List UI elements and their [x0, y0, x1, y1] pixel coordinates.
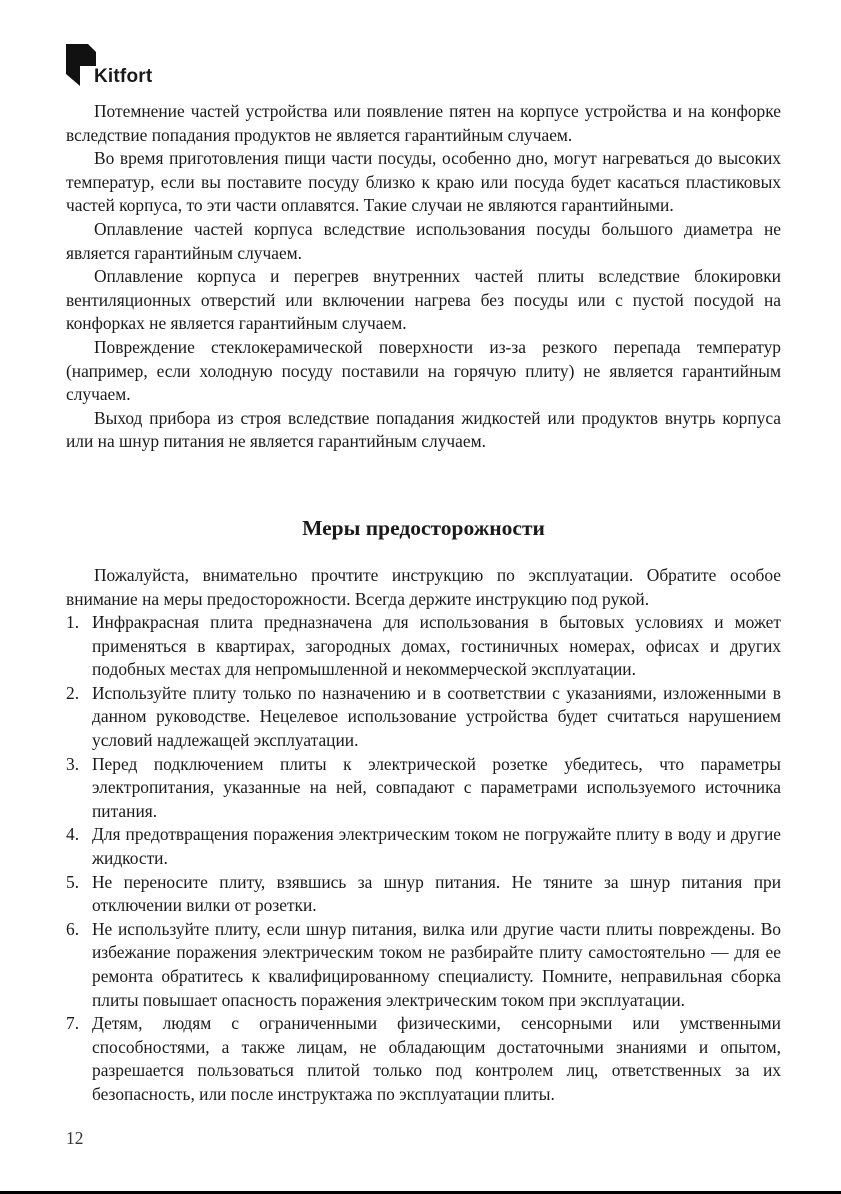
paragraph: Оплавление корпуса и перегрев внутренних частей плиты вследствие блокировки вентиляционных отверстий или включении нагрева без посуды или с пустой посудой на конфорках не является гарантийным случаем. [66, 266, 781, 334]
item-number: 4. [66, 824, 80, 845]
list-item [66, 1012, 781, 1106]
item-text: Детям, людям с ограниченными физическими, сенсорными или умственными способностями, а также лицам, не обладающим достаточными знаниями и опытом, разрешается пользоваться плитой только под контролем лиц, ответственных за их безопасность, или после инструктажа по эксплуатации плиты. [92, 1013, 781, 1104]
paragraph: Оплавление частей корпуса вследствие использования посуды большого диаметра не является гарантийным случаем. [66, 218, 781, 263]
item-number: 5. [66, 871, 80, 892]
page-content [66, 100, 781, 1107]
list-item [66, 753, 781, 824]
paragraph: Повреждение стеклокерамической поверхности из-за резкого перепада температур (например, если холодную посуду поставили на горячую плиту) не является гарантийным случаем. [66, 336, 781, 405]
item-number: 3. [66, 753, 80, 774]
paragraph: Во время приготовления пищи части посуды, особенно дно, могут нагреваться до высоких температур, если вы поставите посуду близко к краю или посуда будет касаться пластиковых частей корпуса, то эти части оплавятся. Такие случаи не являются гарантийными. [66, 148, 781, 216]
list-item [66, 611, 781, 682]
item-text: Используйте плиту только по назначению и в соответствии с указаниями, изложенными в данном руководстве. Нецелевое использование устройства будет считаться нарушением условий надлежащей эксплуатации. [92, 682, 781, 751]
precautions-list [66, 611, 781, 1106]
section-intro: Пожалуйста, внимательно прочтите инструкцию по эксплуатации. Обратите особое внимание на меры предосторожности. Всегда держите инструкцию под рукой. [66, 564, 781, 609]
kitfort-logo-icon [66, 44, 96, 86]
section-title: Меры предосторожности [302, 515, 545, 540]
item-text: Не используйте плиту, если шнур питания, вилка или другие части плиты повреждены. Во избежание поражения электрическим током не разбирайте плиту самостоятельно — для ее ремонта обратитесь к квалифицированному специалисту. Помните, неправильная сборка плиты повышает опасность поражения электрическим током при эксплуатации. [92, 918, 781, 1010]
item-text: Не переносите плиту, взявшись за шнур питания. Не тяните за шнур питания при отключении вилки от розетки. [92, 871, 781, 916]
list-item [66, 823, 781, 870]
list-item [66, 682, 781, 753]
brand-logo [66, 44, 166, 90]
item-text: Для предотвращения поражения электрическим током не погружайте плиту в воду и другие жидкости. [92, 824, 781, 869]
list-item [66, 918, 781, 1012]
item-text: Инфракрасная плита предназначена для использования в бытовых условиях и может применяться в квартирах, загородных домах, гостиничных номерах, офисах и других подобных местах для непромышленной и некоммерческой эксплуатации. [92, 612, 781, 680]
item-number: 1. [66, 612, 80, 633]
item-number: 7. [66, 1013, 80, 1034]
paragraph: Потемнение частей устройства или появление пятен на корпусе устройства и на конфорке вследствие попадания продуктов не является гарантийным случаем. [66, 101, 781, 145]
item-number: 6. [66, 918, 80, 939]
list-item [66, 871, 781, 918]
item-number: 2. [66, 682, 80, 703]
item-text: Перед подключением плиты к электрической розетке убедитесь, что параметры электропитания, указанные на ней, совпадают с параметрами используемого источника питания. [92, 753, 781, 821]
page-number: 12 [66, 1128, 84, 1148]
brand-name: Kitfort [94, 66, 153, 87]
paragraph: Выход прибора из строя вследствие попадания жидкостей или продуктов внутрь корпуса или на шнур питания не является гарантийным случаем. [66, 407, 781, 452]
